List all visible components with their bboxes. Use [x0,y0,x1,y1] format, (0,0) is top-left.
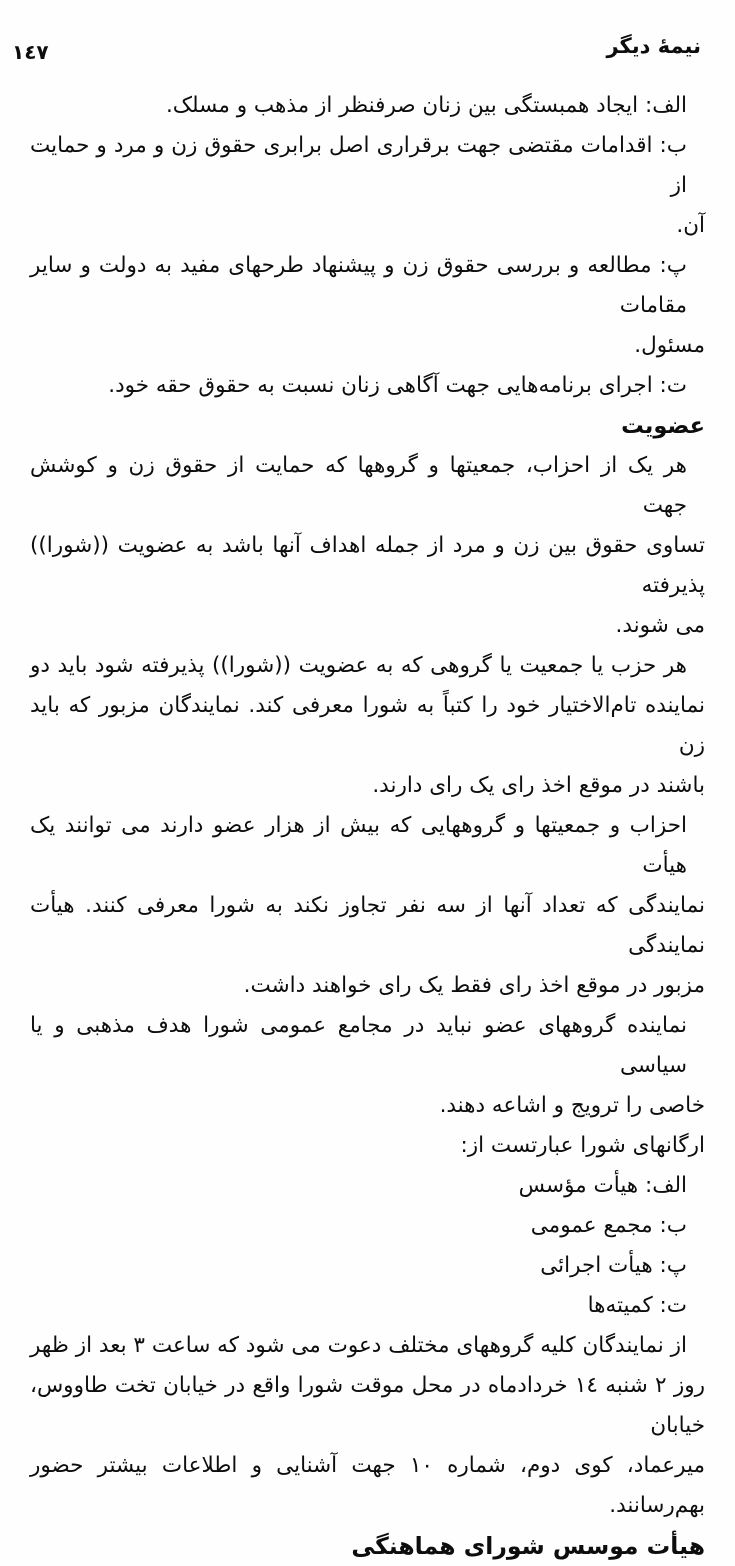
signature-line: هیأت موسس شورای هماهنگی [351,1532,705,1560]
text-line: می شوند. [615,613,705,638]
list-item-te: ت: اجرای برنامه‌هایی جهت آگاهی زنان نسبت به حقوق حقه خود. [108,373,687,398]
text-line: احزاب و جمعیتها و گروههایی که بیش از هزار عضو دارند می توانند یک هیأت [30,813,687,878]
text-line: نماینده تام‌الاختیار خود را کتباً به شورا معرفی کند. نمایندگان مزبور که باید زن [30,693,705,758]
invitation-line: روز ٢ شنبه ١٤ خردادماه در محل موقت شورا واقع در خیابان تخت طاووس، خیابان [30,1373,705,1438]
organs-intro-line: ارگانهای شورا عبارتست از: [460,1133,705,1158]
text-line: آن. [676,213,705,238]
list-item-be: ب: اقدامات مقتضی جهت برقراری اصل برابری حقوق زن و مرد و حمایت از [30,133,687,198]
organ-item-alef: الف: هیأت مؤسس [518,1173,687,1198]
list-item-pe: پ: مطالعه و بررسی حقوق زن و پیشنهاد طرحهای مفید به دولت و سایر مقامات [30,253,687,318]
page-number: ١٤٧ [12,40,49,64]
section-heading-membership: عضویت [621,413,705,439]
list-item-alef: الف: ایجاد همبستگی بین زنان صرفنظر از مذهب و مسلک. [165,93,687,118]
text-line: مسئول. [634,333,705,358]
invitation-line: از نمایندگان کلیه گروههای مختلف دعوت می شود که ساعت ٣ بعد از ظهر [30,1333,687,1358]
text-line: تساوی حقوق بین زن و مرد از جمله اهداف آنها باشد به عضویت ((شورا)) پذیرفته [30,533,705,598]
publication-title: نیمهٔ دیگر [606,34,701,58]
text-line: هر حزب یا جمعیت یا گروهی که به عضویت ((شورا)) پذیرفته شود باید دو [30,653,687,678]
organ-item-pe: پ: هیأت اجرائی [540,1253,687,1278]
invitation-line: میرعماد، کوی دوم، شماره ١٠ جهت آشنایی و اطلاعات بیشتر حضور بهم‌رسانند. [30,1453,705,1518]
text-line: باشند در موقع اخذ رای یک رای دارند. [372,773,705,798]
text-line: هر یک از احزاب، جمعیتها و گروهها که حمایت از حقوق زن و کوشش جهت [30,453,687,518]
running-header [12,34,701,70]
text-line: نمایندگی که تعداد آنها از سه نفر تجاوز نکند به شورا معرفی کنند. هیأت نمایندگی [30,893,705,958]
text-line: خاصی را ترویج و اشاعه دهند. [439,1093,705,1118]
text-line: مزبور در موقع اخذ رای فقط یک رای خواهند داشت. [243,973,705,998]
document-body [30,86,705,1566]
organ-item-te: ت: کمیته‌ها [587,1293,687,1318]
organ-item-be: ب: مجمع عمومی [530,1213,687,1238]
text-line: نماینده گروههای عضو نباید در مجامع عمومی شورا هدف مذهبی و یا سیاسی [30,1013,687,1078]
